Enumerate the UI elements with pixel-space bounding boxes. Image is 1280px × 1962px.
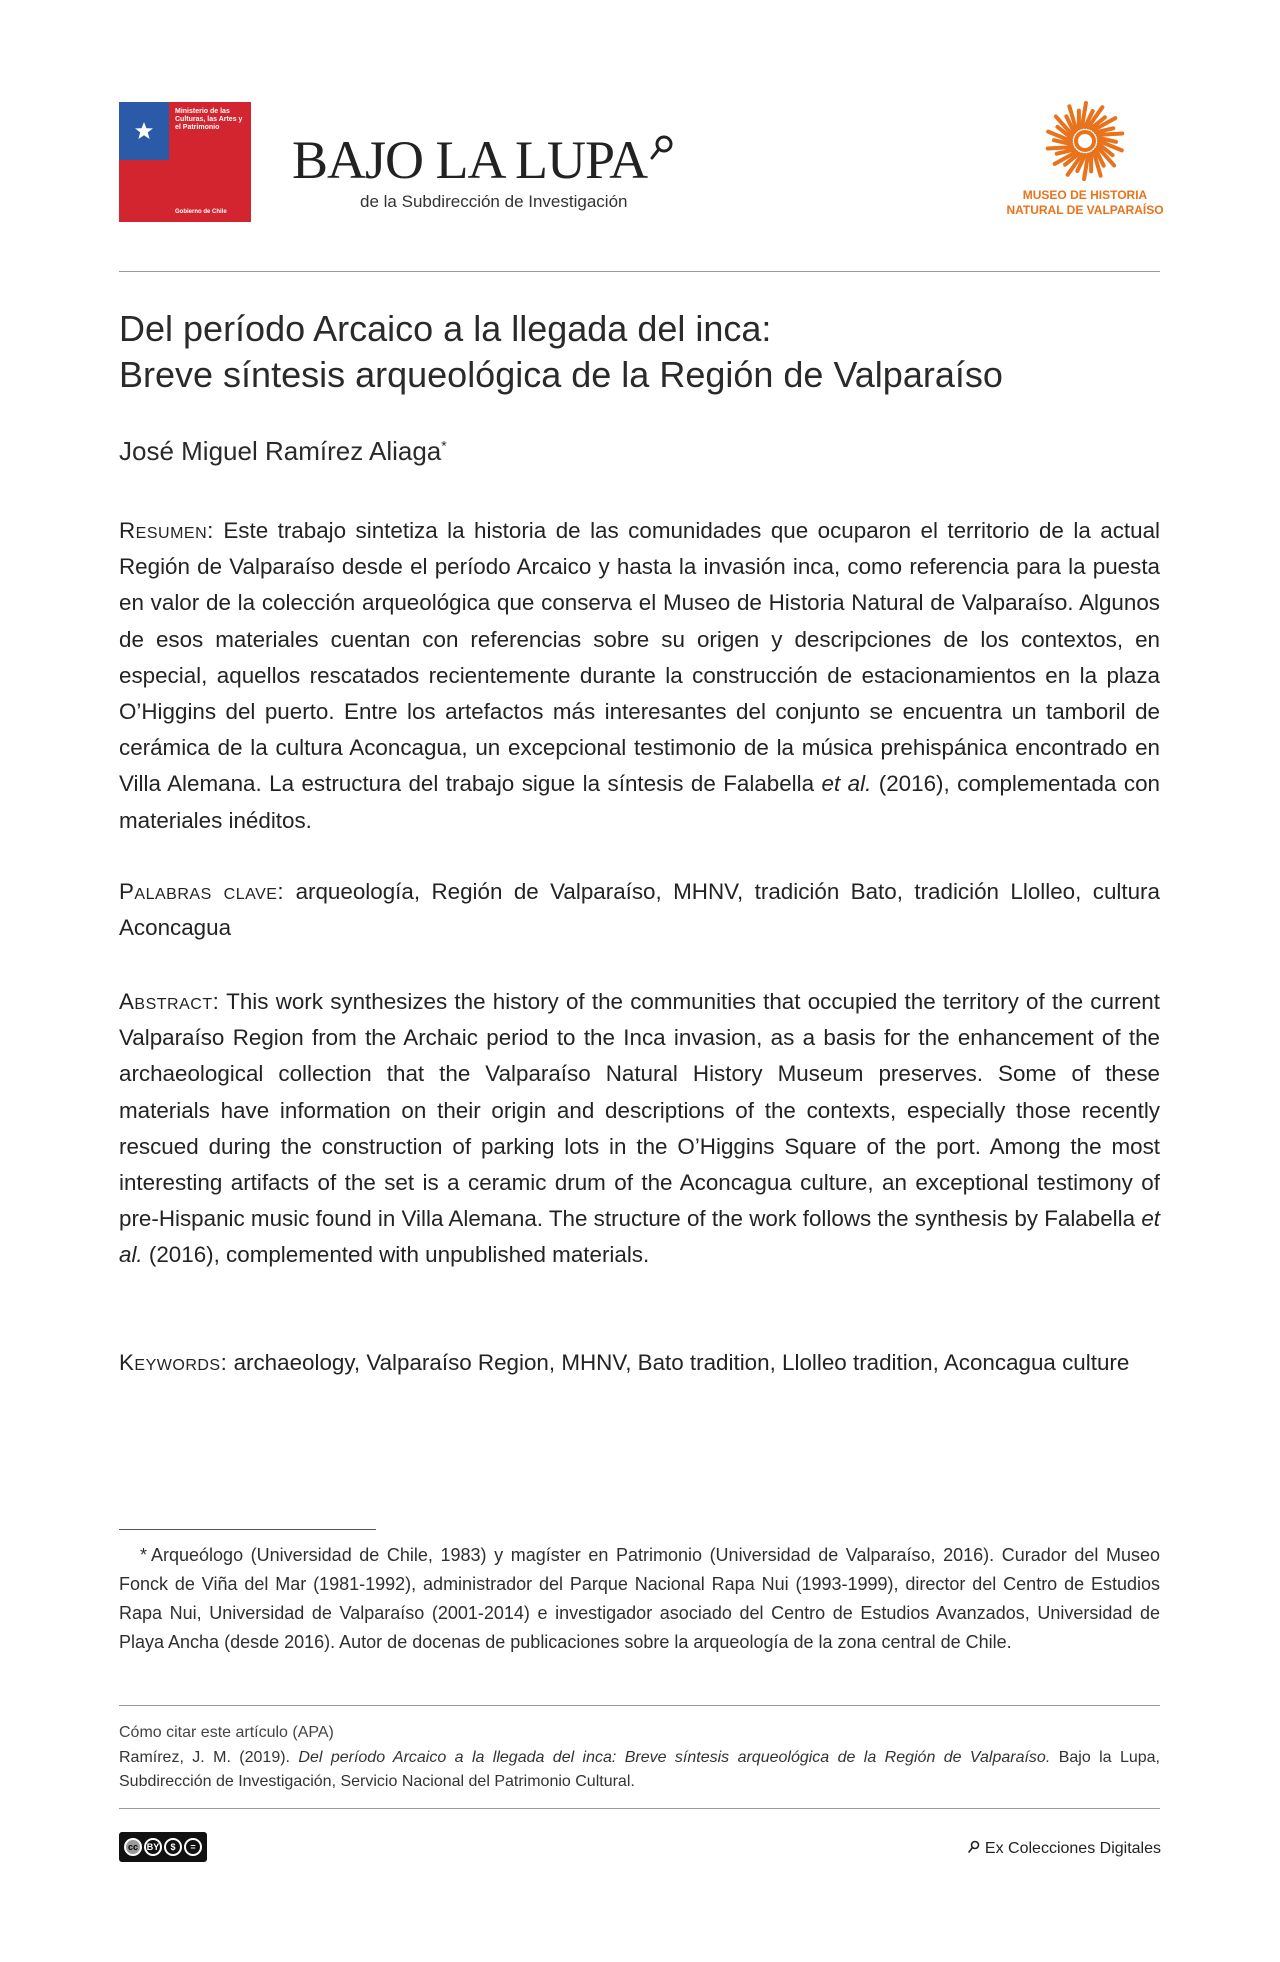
author-footnote-mark: * (441, 437, 447, 454)
resumen-text: Este trabajo sintetiza la historia de las comunidades que ocuparon el territorio de la actual Región de Valparaíso desde el período Arcaico y hasta la invasión inca, como referencia para la puesta en valor de la colección arqueológica que conserva el Museo de Historia Natural de Valparaíso. Algunos de esos materiales cuentan con referencias sobre su origen y descripciones de los contextos, en especial, aquellos rescatados recientemente durante la construcción de estacionamientos en la plaza O’Higgins del puerto. Entre los artefactos más interesantes del conjunto se encuentra un tamboril de cerámica de la cultura Aconcagua, un excepcional testimonio de la música prehispánica encontrado en Villa Alemana. La estructura del trabajo sigue la síntesis de Falabella (119, 518, 1160, 797)
footnote-text: Arqueólogo (Universidad de Chile, 1983) y magíster en Patrimonio (Universidad de Valparaíso, 2016). Curador del Museo Fonck de Viña del Mar (1981-1992), administrador del Parque Nacional Rapa Nui (1993-1999), director del Centro de Estudios Rapa Nui, Universidad de Valparaíso (2001-2014) e investigador asociado del Centro de Estudios Avanzados, Universidad de Playa Ancha (desde 2016). Autor de docenas de publicaciones sobre la arqueología de la zona central de Chile. (119, 1545, 1160, 1652)
abstract-text-end: (2016), complemented with unpublished materials. (148, 1242, 650, 1268)
collection-credit (968, 1840, 1161, 1858)
citation-text (119, 1746, 1160, 1794)
brand-subtitle-prefix: de la (360, 192, 397, 211)
palabras-clave-text: arqueología, Región de Valparaíso, MHNV, tradición Bato, tradición Llolleo, cultura Aconcagua (119, 879, 1160, 941)
citation-heading: Cómo citar este artículo (APA) (119, 1724, 334, 1741)
author-footnote (119, 1541, 1160, 1657)
cc-icon: cc (124, 1838, 142, 1856)
author-text: José Miguel Ramírez Aliaga (119, 436, 442, 466)
sunburst-ray (1048, 147, 1073, 148)
palabras-clave-label: Palabras clave: (119, 879, 285, 904)
citation-rest: Bajo la Lupa, Subdirección de Investigación, Servicio Nacional del Patrimonio Cultural. (119, 1749, 1160, 1790)
keywords-paragraph (119, 1345, 1160, 1381)
keywords-label: Keywords: (119, 1350, 228, 1375)
magnifier-icon (649, 134, 675, 164)
ministry-government: Gobierno de Chile (175, 209, 227, 215)
header-rule (119, 271, 1160, 272)
ministry-logo (119, 102, 251, 222)
resumen-etal: et al. (821, 771, 872, 797)
footnote-rule (119, 1529, 376, 1530)
sunburst-ray (1098, 134, 1123, 135)
resumen-label: Resumen: (119, 518, 214, 543)
abstract-etal: et al. (119, 1206, 1160, 1268)
title-line-2: Breve síntesis arqueológica de la Región de Valparaíso (119, 354, 1003, 395)
cc-license-badge[interactable] (119, 1832, 207, 1862)
brand-block (292, 130, 675, 211)
resumen-text-end: (2016), complementada con materiales inéditos. (119, 771, 1161, 833)
collection-name: Ex Colecciones Digitales (984, 1840, 1161, 1857)
citation-rule-top (119, 1705, 1160, 1706)
museum-logo (1000, 100, 1170, 218)
footnote-mark: * (139, 1545, 147, 1565)
brand-subtitle: Subdirección de Investigación (401, 192, 628, 211)
noncommercial-icon: $ (164, 1838, 182, 1856)
citation-rule-bottom (119, 1808, 1160, 1809)
article-title (119, 306, 1179, 398)
author-name (119, 436, 447, 467)
museum-name: MUSEO DE HISTORIA NATURAL DE VALPARAÍSO (1006, 188, 1164, 217)
citation-title: Del período Arcaico a la llegada del inca: Breve síntesis arqueológica de la Región de Valparaíso. (298, 1749, 1051, 1766)
abstract-paragraph (119, 984, 1160, 1274)
magnifier-small-icon (968, 1840, 980, 1854)
brand-title: BAJO LA LUPA (292, 130, 648, 190)
by-icon: BY (144, 1838, 162, 1856)
sunburst-core (1076, 132, 1094, 150)
palabras-clave-paragraph (119, 874, 1160, 946)
title-line-1: Del período Arcaico a la llegada del inca: (119, 308, 772, 349)
ministry-name: Ministerio de las Culturas, las Artes y el Patrimonio (175, 108, 243, 131)
abstract-label: Abstract: (119, 989, 220, 1014)
abstract-text: This work synthesizes the history of the communities that occupied the territory of the current Valparaíso Region from the Archaic period to the Inca invasion, as a basis for the enhancement of the archaeological collection that the Valparaíso Natural History Museum preserves. Some of these materials have information on their origin and descriptions of the contexts, especially those recently rescued during the construction of parking lots in the O’Higgins Square of the port. Among the most interesting artifacts of the set is a ceramic drum of the Aconcagua culture, an exceptional testimony of pre-Hispanic music found in Villa Alemana. The structure of the work follows the synthesis by Falabella (119, 989, 1160, 1232)
noderivatives-icon: = (184, 1838, 202, 1856)
star-icon (134, 121, 154, 141)
resumen-paragraph (119, 513, 1160, 839)
citation-author-year: Ramírez, J. M. (2019). (119, 1749, 291, 1766)
sunburst-icon (1044, 100, 1126, 182)
keywords-text: archaeology, Valparaíso Region, MHNV, Bato tradition, Llolleo tradition, Aconcagua culture (233, 1350, 1130, 1375)
